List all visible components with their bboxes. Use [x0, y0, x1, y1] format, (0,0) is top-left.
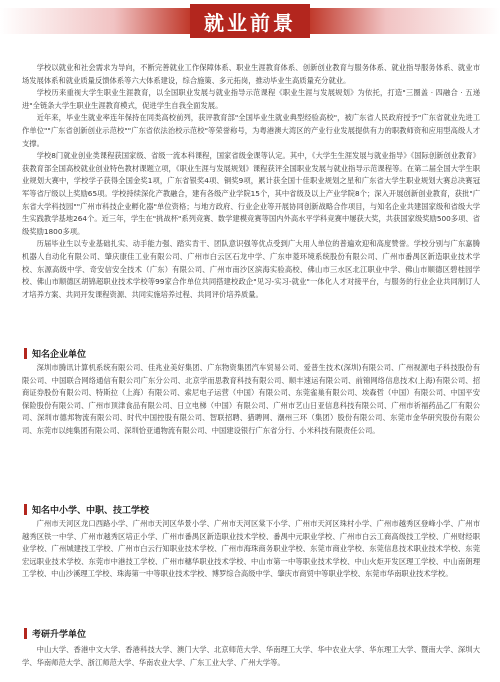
universities-list: 中山大学、香港中文大学、香港科技大学、澳门大学、北京师范大学、华南理工大学、华中农业大学、华东理工大学、暨南大学、深圳大学、华南师范大学、浙江师范大学、华南农业大学、广东工业大学、广州大学等。	[22, 645, 480, 667]
section-marker	[24, 504, 27, 515]
section-title-text: 知名企业单位	[32, 349, 87, 360]
companies-list: 深圳市腾讯计算机系统有限公司、佳兆业美好集团、广东物资集团汽车贸易公司、爱普生技术(深圳)有限公司、广州视源电子科技股份有限公司、中国联合网络通信有限公司广东分公司、北京学而思教育科技有限公司、顺丰速运有限公司、前锦网络信息技术(上海)有限公司、招商证券股份有限公司、特斯拉（上海）有限公司、索尼电子运营（中国）有限公司、东莞雀巢有限公司、埃森哲（中国）有限公司、中国平安保险股份有限公司、广州市顶津食品有限公司、日立电梯（中国）有限公司、广州市艺山日亚信息科技有限公司、广州市祈福药品乙厂有限公司、深圳市德邦物流有限公司、时代中国控股有限公司、智联招聘、猎聘网、潮州三环（集团）股份有限公司、东莞市金华研究股份有限公司、东莞市以纯集团有限公司、深圳恰亚通物流有限公司、中国建设银行广东省分行、小米科技有限责任公司。	[22, 363, 480, 435]
header-band	[0, 0, 500, 42]
intro-section	[22, 62, 480, 301]
section-body-schools	[22, 518, 480, 581]
header-band-left	[0, 8, 190, 34]
section-body-companies	[22, 362, 480, 438]
schools-list: 广州市天河区龙口西路小学、广州市天河区华景小学、广州市天河区棠下小学、广州市天河区珠村小学、广州市越秀区登峰小学、广州市越秀区铁一中学、广州市越秀区培正小学、广州市番禺区新造职业技术学校、番禺中元职业学校、广州市白云工商高级技工学校、广州财经职业学校、广州城建技工学校、广州市白云行知职业技术学校、广州市海珠商务职业学校、东莞市商业学校、东莞信息技术职业技术学校、东莞宏远职业技术学校、东莞市中港技工学校、广州市穗华职业技术学校、中山市第一中等职业技术学校、中山火炬开发区理工学校、中山南朗理工学校、中山沙溪理工学校、珠海第一中等职业技术学校、博罗综合高级中学、肇庆市商贸中等职业学校、东莞市华南职业技术学校。	[22, 519, 480, 579]
section-title-schools	[24, 502, 149, 516]
section-marker	[24, 628, 27, 639]
intro-paragraph-4: 学校8门就业创业类课程获国家级、省级一流本科课程，国家省级金课等认定。其中，《大学生生涯发展与就业指导》《国际创新创业教育》获教育部全国高校就业创业特色教材课题立项，《职业生涯与发展规划》课程获评全国职业发展与就业指导示范课程等。在第二届全国大学生职业规划大赛中，学校学子获得全国金奖1项，广东省银奖4项、铜奖9项，累计获全国十佳职业规划之星和广东省大学生职业规划大赛总决赛冠军等省厅级以上奖励65项。学校持续深化产教融合，建有各级产业学院15个，其中省级及以上产业学院8个；深入开展创新创业教育，获批"广东省大学科技园""广州市科技企业孵化器"单位资格；与地方政府、行业企业等开展协同创新战略合作项目，与知名企业共建国家级和省级大学生实践教学基地264个。近三年，学生在"挑战杯"系列竞赛、数学建模竞赛等国内外高水平学科竞赛中屡获大奖，共获国家级奖励500多项、省级奖励1800多项。	[22, 151, 480, 236]
page-title: 就业前景	[190, 4, 310, 38]
intro-paragraph-3: 近年来，毕业生就业率连年保持在同类高校前列，获评教育部"全国毕业生就业典型经验高校"，被广东省人民政府授予"广东省就业先进工作单位""广东省创新创业示范校""广东省依法治校示范校"等荣誉称号，为粤港澳大湾区的产业行业发展提供有力的职教师资和应用型高级人才支撑。	[22, 113, 480, 148]
section-title-text: 知名中小学、中职、技工学校	[32, 505, 150, 516]
intro-paragraph-5: 历届毕业生以专业基础扎实、动手能力强、踏实肯干、团队意识强等优点受到广大用人单位的普遍欢迎和高度赞誉。学校分别与广东嘉腾机器人自动化有限公司、肇庆康佳工业有限公司、广州市白云区石龙中学、广东申菱环境系统股份有限公司、广州市番禺区新造职业技术学校、东源高级中学、奇安信安全技术（广东）有限公司、广州市南沙区滨海实验高校、佛山市三水区北江职业中学、佛山市顺德区碧桂园学校、佛山市顺德区胡锦超职业技术学校等99家合作单位共同搭建校政企"见习-实习-就业"一体化人才对接平台，与服务的行业企业共同制订人才培养方案、共同开发课程资源、共同实施培养过程、共同评价培养质量。	[22, 239, 480, 299]
header-band-right	[310, 8, 500, 34]
section-title-text: 考研升学单位	[32, 629, 87, 640]
section-body-universities	[22, 644, 480, 669]
intro-paragraph-1: 学校以就业和社会需求为导向，不断完善就业工作保障体系、职业生涯教育体系、创新创业教育与服务体系、就业指导服务体系、就业市场发展体系和就业质量反馈体系等六大体系建设，综合施策、多元拓岗，推动毕业生高质量充分就业。	[22, 63, 480, 85]
intro-paragraph-2: 学校历来重视大学生职业生涯教育，以全国职业发展与就业指导示范课程《职业生涯与发展规划》为依托，打造"三圈盖 · 四融合 · 五递进"全链条大学生职业生涯教育模式，促进学生自我全面发展。	[22, 88, 480, 110]
section-title-universities	[24, 626, 86, 640]
section-marker	[24, 348, 27, 359]
section-title-companies	[24, 346, 86, 360]
